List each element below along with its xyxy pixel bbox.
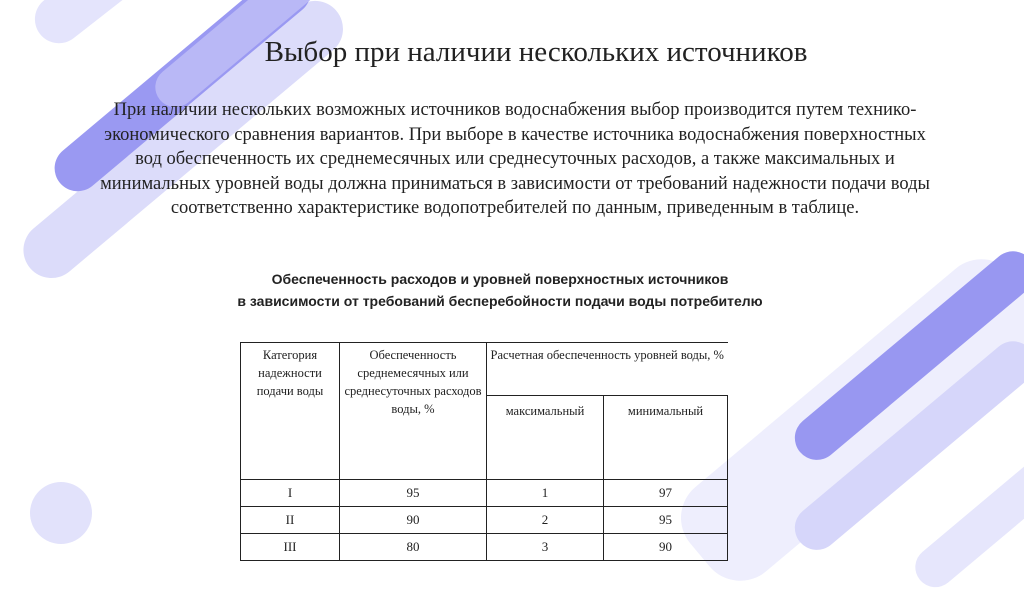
cell-max: 2	[487, 507, 604, 534]
slide-title: Выбор при наличии нескольких источников	[264, 36, 808, 68]
header-row	[241, 343, 728, 396]
cell-flow: 90	[340, 507, 487, 534]
table-caption	[0, 268, 1000, 312]
table-row	[241, 480, 728, 507]
table-row	[241, 534, 728, 561]
body-paragraph: При наличии нескольких возможных источников водоснабжения выбор производится путем технико-экономического сравнения вариантов. При выборе в качестве источника водоснабжения поверхностных вод обеспеченность их среднемесячных или среднесуточных расходов, а также максимальных и минимальных уровней воды должна приниматься в зависимости от требований надежности подачи воды соответственно характеристике водопотребителей по данным, приведенным в таблице.	[100, 100, 930, 218]
cell-flow: 95	[340, 480, 487, 507]
cell-category: I	[241, 480, 340, 507]
decor-circle	[30, 482, 92, 544]
cell-category: III	[241, 534, 340, 561]
header-level: Расчетная обеспеченность уровней воды, %	[487, 343, 728, 396]
cell-max: 3	[487, 534, 604, 561]
data-table	[240, 342, 728, 561]
cell-min: 95	[604, 507, 728, 534]
cell-category: II	[241, 507, 340, 534]
caption-line-1: Обеспеченность расходов и уровней поверхностных источников	[271, 271, 729, 287]
header-flow: Обеспеченность среднемесячных или среднесуточных расходов воды, %	[340, 343, 487, 480]
header-min: минимальный	[604, 396, 728, 480]
header-category: Категория надежности подачи воды	[241, 343, 340, 480]
header-max: максимальный	[487, 396, 604, 480]
cell-max: 1	[487, 480, 604, 507]
cell-min: 97	[604, 480, 728, 507]
cell-min: 90	[604, 534, 728, 561]
cell-flow: 80	[340, 534, 487, 561]
caption-line-2: в зависимости от требований бесперебойности подачи воды потребителю	[237, 293, 763, 309]
table-row	[241, 507, 728, 534]
